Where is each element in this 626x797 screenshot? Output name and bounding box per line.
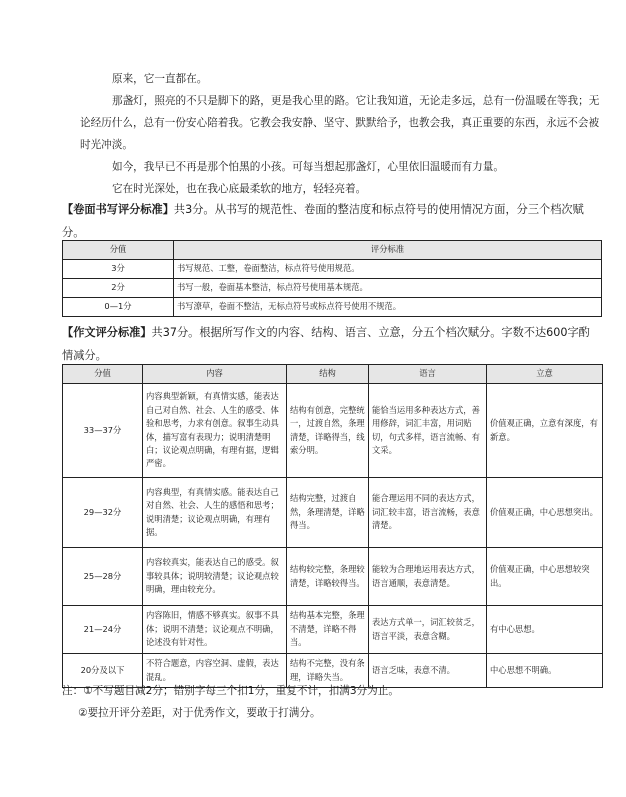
- handwriting-table-header: [63, 241, 602, 260]
- language-cell: 语言乏味，表意不清。: [369, 654, 487, 688]
- table-row: [63, 260, 602, 279]
- table-row: [63, 298, 602, 317]
- theme-cell: 价值观正确，中心思想较突出。: [487, 548, 603, 606]
- header-score: 分值: [63, 241, 174, 260]
- note-line-2: ②要拉开评分差距，对于优秀作文，要敢于打满分。: [78, 707, 321, 719]
- header-score: 分值: [63, 365, 143, 384]
- language-cell: 能恰当运用多种表达方式，善用修辞，词汇丰富，用词贴切，句式多样，语言流畅、有文采。: [369, 384, 487, 478]
- standard-cell: 书写一般，卷面基本整洁，标点符号使用基本规范。: [174, 279, 602, 298]
- composition-standard-label: 【作文评分标准】: [62, 326, 152, 339]
- handwriting-standard-intro: [62, 198, 598, 244]
- table-row: [63, 606, 603, 654]
- table-row: [63, 384, 603, 478]
- header-structure: 结构: [287, 365, 369, 384]
- theme-cell: 中心思想不明确。: [487, 654, 603, 688]
- header-content: 内容: [143, 365, 287, 384]
- handwriting-table: [62, 240, 602, 317]
- composition-standard-intro: [62, 321, 598, 367]
- note-line-1: 注：①不写题目减2分；错别字每三个扣1分，重复不计，扣满3分为止。: [62, 685, 399, 697]
- structure-cell: 结构完整，过渡自然，条理清楚，详略得当。: [287, 478, 369, 548]
- handwriting-standard-label: 【卷面书写评分标准】: [62, 203, 174, 216]
- score-cell: 33—37分: [63, 384, 143, 478]
- table-row: [63, 478, 603, 548]
- language-cell: 能合理运用不同的表达方式，词汇较丰富，语言流畅，表意清楚。: [369, 478, 487, 548]
- composition-standard-text: 共37分。根据所写作文的内容、结构、语言、立意，分五个档次赋分。字数不达600字酌情减分。: [62, 326, 590, 362]
- score-cell: 25—28分: [63, 548, 143, 606]
- theme-cell: 价值观正确，立意有深度，有新意。: [487, 384, 603, 478]
- score-cell: 21—24分: [63, 606, 143, 654]
- essay-paragraph-1: 原来，它一直都在。: [112, 73, 208, 85]
- content-cell: 内容典型新颖，有真情实感，能表达自己对自然、社会、人生的感受、体验和思考，力求有创意。叙事生动具体，描写富有表现力；说明清楚明白；议论观点明确，有理有据，逻辑严密。: [143, 384, 287, 478]
- standard-cell: 书写规范、工整，卷面整洁，标点符号使用规范。: [174, 260, 602, 279]
- score-cell: 20分及以下: [63, 654, 143, 688]
- score-cell: 0—1分: [63, 298, 174, 317]
- language-cell: 表达方式单一，词汇较贫乏，语言平淡，表意含糊。: [369, 606, 487, 654]
- standard-cell: 书写潦草，卷面不整洁，无标点符号或标点符号使用不规范。: [174, 298, 602, 317]
- essay-paragraph-4: 它在时光深处，也在我心底最柔软的地方，轻轻亮着。: [112, 183, 367, 195]
- content-cell: 内容陈旧，情感不够真实。叙事不具体；说明不清楚；议论观点不明确，论述没有针对性。: [143, 606, 287, 654]
- content-cell: 不符合题意，内容空洞、虚假，表达混乱。: [143, 654, 287, 688]
- content-cell: 内容较真实，能表达自己的感受。叙事较具体；说明较清楚；议论观点较明确，理由较充分。: [143, 548, 287, 606]
- score-cell: 3分: [63, 260, 174, 279]
- table-row: [63, 548, 603, 606]
- score-cell: 29—32分: [63, 478, 143, 548]
- structure-cell: 结构不完整，没有条理，详略失当。: [287, 654, 369, 688]
- structure-cell: 结构基本完整，条理不清楚，详略不得当。: [287, 606, 369, 654]
- theme-cell: 价值观正确，中心思想突出。: [487, 478, 603, 548]
- header-standard: 评分标准: [174, 241, 602, 260]
- table-row: [63, 279, 602, 298]
- essay-paragraph-3: 如今，我早已不再是那个怕黑的小孩。可每当想起那盏灯，心里依旧温暖而有力量。: [112, 161, 504, 173]
- composition-table-header: [63, 365, 603, 384]
- structure-cell: 结构较完整，条理较清楚，详略较得当。: [287, 548, 369, 606]
- language-cell: 能较为合理地运用表达方式，语言通顺，表意清楚。: [369, 548, 487, 606]
- header-theme: 立意: [487, 365, 603, 384]
- content-cell: 内容典型，有真情实感。能表达自己对自然、社会、人生的感悟和思考；说明清楚；议论观点明确，有理有据。: [143, 478, 287, 548]
- header-language: 语言: [369, 365, 487, 384]
- structure-cell: 结构有创意，完整统一，过渡自然，条理清楚，详略得当，线索分明。: [287, 384, 369, 478]
- handwriting-standard-text: 共3分。从书写的规范性、卷面的整洁度和标点符号的使用情况方面，分三个档次赋分。: [62, 203, 584, 239]
- theme-cell: 有中心思想。: [487, 606, 603, 654]
- essay-paragraph-2: 那盏灯，照亮的不只是脚下的路，更是我心里的路。它让我知道，无论走多远，总有一份温暖在等我；无论经历什么，总有一份安心陪着我。它教会我安静、坚守、默默给予，也教会我，真正重要的东西，永远不会被时光冲淡。: [80, 95, 600, 151]
- composition-table: [62, 364, 603, 688]
- score-cell: 2分: [63, 279, 174, 298]
